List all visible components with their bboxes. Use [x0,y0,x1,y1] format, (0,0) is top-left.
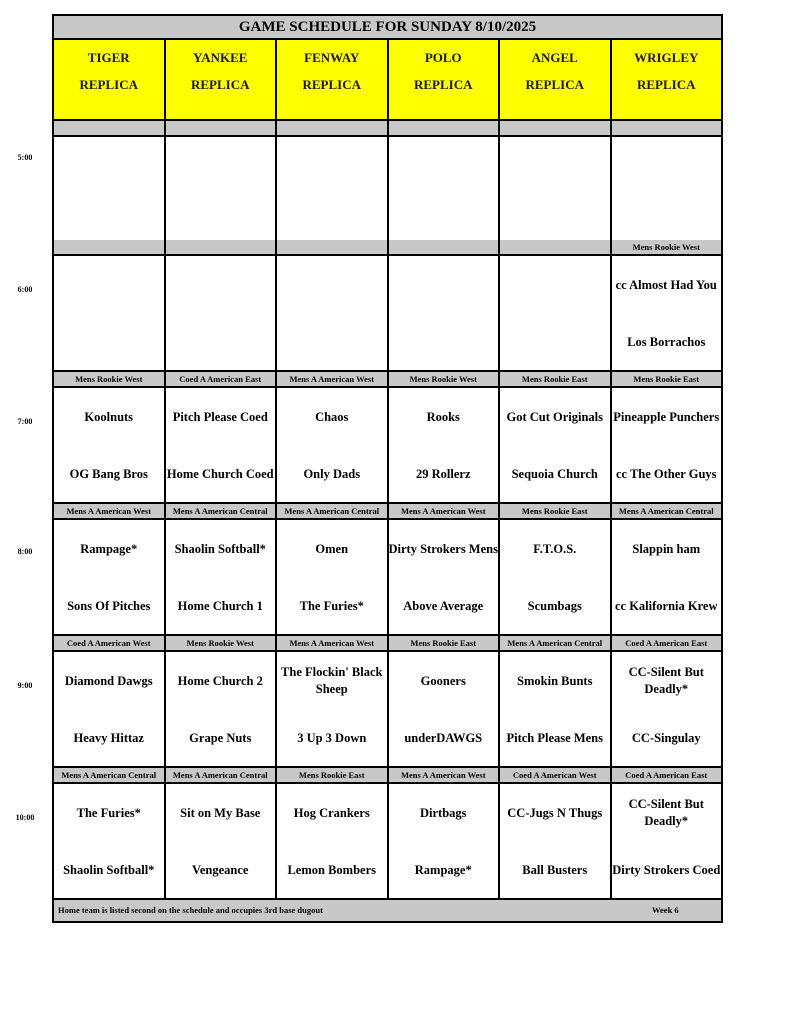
game-cell [54,784,166,898]
home-team: Shaolin Softball* [63,862,155,877]
division-row [54,768,721,784]
home-team: Los Borrachos [627,334,706,349]
game-cell [277,652,389,766]
game-cell [500,256,612,370]
home-team: underDAWGS [404,730,483,745]
field-subtitle: REPLICA [525,77,584,92]
footer-bar [54,900,721,921]
home-team: Dirty Strokers Coed [612,862,721,877]
away-team: CC-Jugs N Thugs [507,805,603,820]
game-cell [54,256,166,370]
game-cell [166,652,278,766]
game-cell [389,520,501,634]
home-team [500,314,610,370]
division-row [54,372,721,388]
away-team [500,256,610,314]
away-team: Smokin Bunts [517,673,593,688]
field-name: WRIGLEY [634,50,699,65]
home-team: Grape Nuts [189,730,252,745]
game-row [54,520,721,636]
division-label: Mens A American Central [500,636,612,650]
away-team: Pineapple Punchers [613,409,720,424]
game-cell [277,520,389,634]
away-team: The Furies* [76,805,141,820]
away-team: The Flockin' Black Sheep [281,665,383,696]
division-label: Mens Rookie East [633,374,700,384]
away-team [277,256,387,314]
division-label [500,121,612,135]
game-cell [166,520,278,634]
field-header-0 [54,40,166,119]
game-cell [166,784,278,898]
away-team: Hog Crankers [293,805,370,820]
field-name: POLO [424,50,462,65]
away-team: Shaolin Softball* [174,541,266,556]
game-cell [389,388,501,502]
away-team: Dirty Strokers Mens [388,541,498,556]
division-label: Mens Rookie West [632,242,700,252]
field-name: FENWAY [304,50,360,65]
game-cell [54,388,166,502]
division-label: Mens A American Central [166,768,278,782]
division-label [612,121,722,135]
game-cell [389,652,501,766]
away-team: Diamond Dawgs [64,673,153,688]
field-header-row [54,40,721,121]
away-team: Gooners [420,673,466,688]
away-team: Koolnuts [84,409,134,424]
away-team: CC-Silent But Deadly* [628,665,704,696]
game-row [54,388,721,504]
game-cell [389,137,501,251]
time-label: 7:00 [17,417,33,426]
home-team [54,314,164,370]
game-row [54,784,721,900]
division-label [54,121,166,135]
footer-note: Home team is listed second on the schedule and occupies 3rd base dugout [58,905,323,915]
time-label: 10:00 [15,813,35,822]
division-label [389,121,501,135]
home-team: Home Church 1 [177,598,263,613]
division-label: Mens A American Central [166,504,278,518]
away-team: Dirtbags [419,805,467,820]
division-label: Mens A American West [389,768,501,782]
game-cell [389,256,501,370]
game-row [54,652,721,768]
home-team: CC-Singulay [631,730,701,745]
away-team: Sit on My Base [180,805,261,820]
schedule-title: GAME SCHEDULE FOR SUNDAY 8/10/2025 [54,16,721,40]
away-team [389,256,499,314]
field-header-2 [277,40,389,119]
home-team [166,314,276,370]
game-cell [54,520,166,634]
division-label: Coed A American East [625,770,708,780]
game-cell [500,520,612,634]
game-cell [612,388,722,502]
division-label [277,240,389,254]
division-label: Mens Rookie West [166,636,278,650]
field-name: YANKEE [193,50,248,65]
game-cell [500,784,612,898]
away-team: Got Cut Originals [506,409,604,424]
away-team: cc Almost Had You [615,277,717,292]
division-label [54,240,166,254]
home-team [389,314,499,370]
game-cell [389,784,501,898]
home-team: OG Bang Bros [69,466,148,481]
home-team: Only Dads [303,466,361,481]
game-cell [500,137,612,251]
division-label: Coed A American West [54,636,166,650]
home-team: Scumbags [527,598,582,613]
away-team [612,137,722,195]
home-team: Above Average [403,598,484,613]
away-team [389,137,499,195]
game-cell [612,256,722,370]
division-row [54,121,721,137]
division-label: Mens A American Central [54,768,166,782]
division-label: Mens Rookie East [500,372,612,386]
division-label [500,240,612,254]
field-header-4 [500,40,612,119]
division-row [54,504,721,520]
away-team: Chaos [315,409,349,424]
game-cell [277,256,389,370]
field-subtitle: REPLICA [636,77,696,92]
game-cell [166,388,278,502]
away-team [166,256,276,314]
away-team [500,137,610,195]
division-row [54,240,721,256]
away-team [54,137,164,195]
away-team: Home Church 2 [177,673,263,688]
division-label [389,240,501,254]
game-row [54,256,721,372]
week-label: Week 6 [652,905,679,915]
division-label: Mens A American West [277,636,389,650]
division-label: Mens Rookie West [54,372,166,386]
division-label: Mens Rookie East [389,636,501,650]
game-cell [166,137,278,251]
home-team: The Furies* [299,598,364,613]
home-team: Ball Busters [522,862,588,877]
division-label [166,240,278,254]
home-team: Pitch Please Mens [506,730,603,745]
division-label: Mens Rookie East [277,768,389,782]
away-team: CC-Silent But Deadly* [628,797,704,828]
game-cell [54,652,166,766]
game-row [54,137,721,253]
away-team [166,137,276,195]
division-label: Mens A American West [54,504,166,518]
home-team: cc Kalifornia Krew [614,598,718,613]
away-team: Pitch Please Coed [172,409,268,424]
game-cell [612,520,722,634]
away-team: Rooks [426,409,460,424]
division-label: Coed A American East [625,638,708,648]
time-label: 6:00 [17,285,33,294]
home-team: Sons Of Pitches [67,598,151,613]
home-team: cc The Other Guys [615,466,717,481]
away-team: F.T.O.S. [533,541,577,556]
field-header-3 [389,40,501,119]
division-label: Mens A American West [277,372,389,386]
home-team: 3 Up 3 Down [297,730,367,745]
game-cell [54,137,166,251]
field-header-1 [166,40,278,119]
game-cell [612,784,722,898]
division-label: Mens Rookie East [500,504,612,518]
division-label: Mens Rookie West [389,372,501,386]
field-name: ANGEL [531,50,578,65]
home-team: Vengeance [192,862,249,877]
home-team: Heavy Hittaz [73,730,144,745]
home-team [277,314,387,370]
away-team: Slappin ham [632,541,701,556]
field-subtitle: REPLICA [79,77,138,92]
time-label: 9:00 [17,681,33,690]
time-label: 8:00 [17,547,33,556]
division-label: Mens A American West [389,504,501,518]
home-team: Lemon Bombers [287,862,377,877]
game-cell [612,652,722,766]
division-row [54,636,721,652]
away-team: Rampage* [80,541,138,556]
division-label [277,121,389,135]
home-team: Home Church Coed [166,466,274,481]
home-team: Rampage* [414,862,472,877]
field-subtitle: REPLICA [413,77,473,92]
home-team: Sequoia Church [511,466,598,481]
game-cell [612,137,722,251]
field-name: TIGER [87,50,130,65]
field-header-5 [612,40,722,119]
division-label: Mens A American Central [618,506,714,516]
field-subtitle: REPLICA [190,77,250,92]
game-cell [277,784,389,898]
time-label: 5:00 [17,153,33,162]
home-team: 29 Rollerz [416,466,471,481]
division-label: Coed A American East [166,372,278,386]
game-cell [166,256,278,370]
schedule-sheet [52,14,723,923]
game-cell [277,388,389,502]
division-label: Coed A American West [500,768,612,782]
game-cell [277,137,389,251]
away-team [277,137,387,195]
game-cell [500,652,612,766]
division-label [166,121,278,135]
game-cell [500,388,612,502]
away-team [54,256,164,314]
away-team: Omen [315,541,349,556]
field-subtitle: REPLICA [302,77,361,92]
division-label: Mens A American Central [277,504,389,518]
